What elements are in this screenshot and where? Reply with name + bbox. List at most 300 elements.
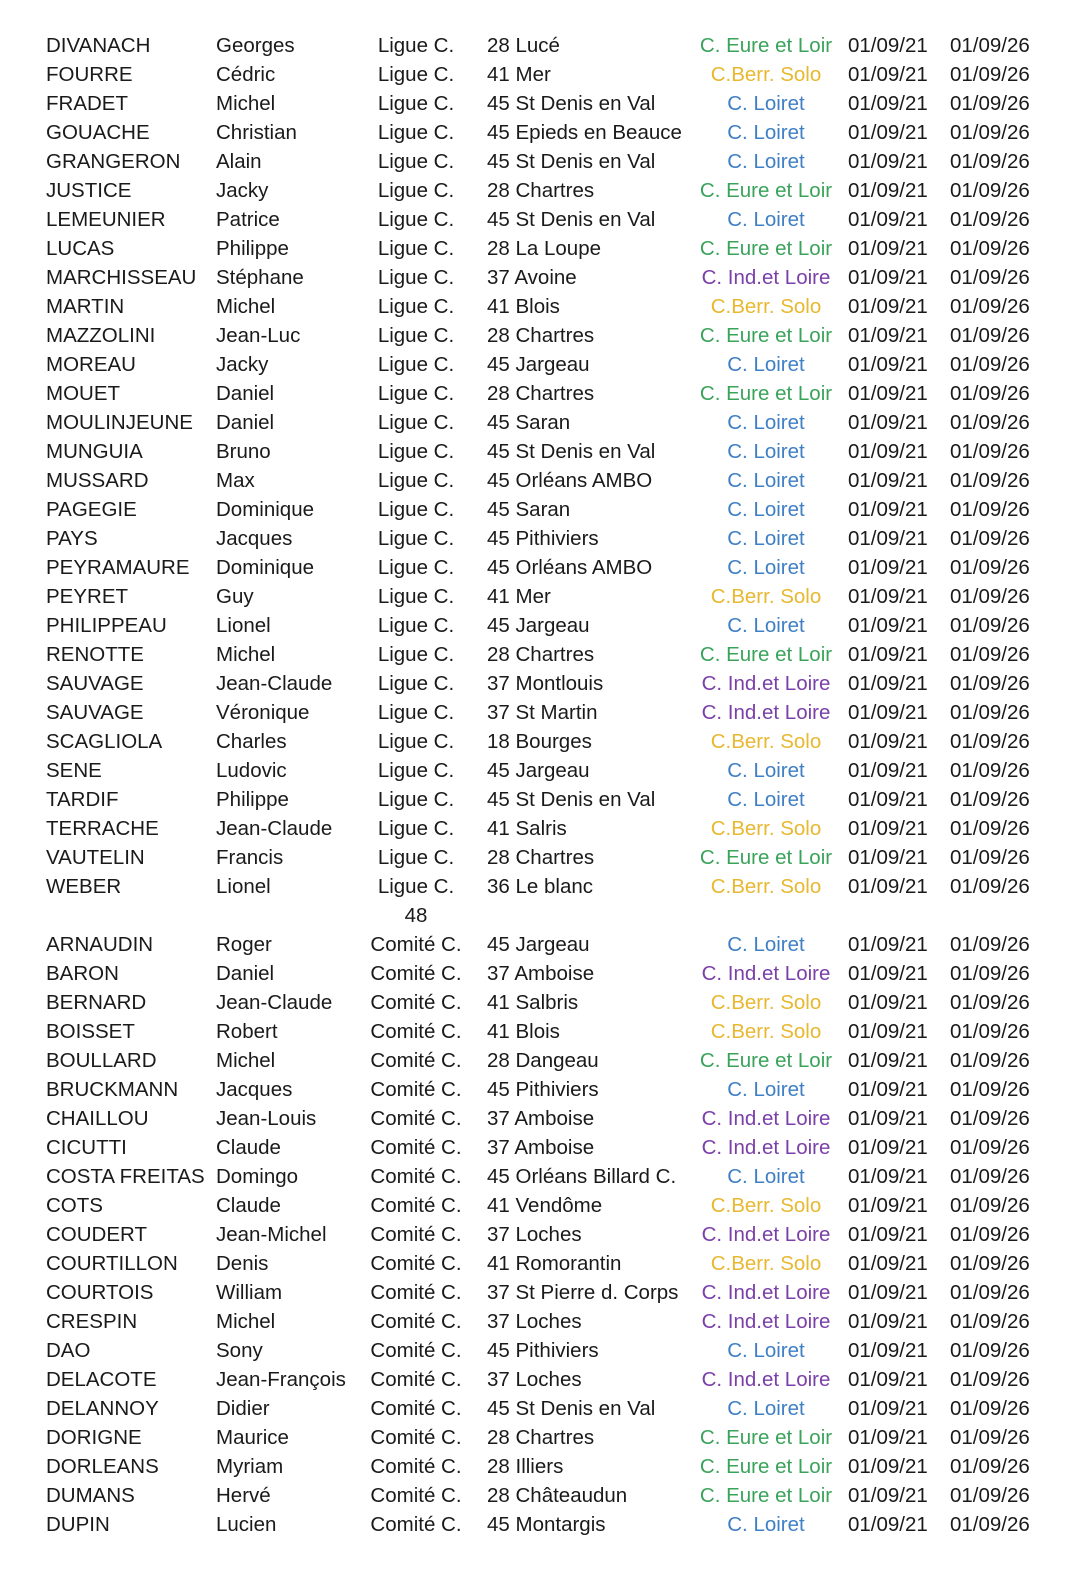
table-row [0,727,1087,756]
first-name-cell: Michel [216,643,276,666]
start-date-cell: 01/09/21 [848,121,928,144]
last-name-cell: PAGEGIE [46,498,137,521]
body-name-cell: Comité C. [370,1339,462,1362]
first-name-cell: Philippe [216,237,289,260]
club-cell: C. Loiret [727,556,805,579]
end-date-cell: 01/09/26 [950,933,1030,956]
last-name-cell: COUDERT [46,1223,147,1246]
first-name-cell: Robert [216,1020,278,1043]
last-name-cell: PAYS [46,527,98,550]
end-date-cell: 01/09/26 [950,1513,1030,1536]
club-cell: C. Loiret [727,527,805,550]
first-name-cell: Georges [216,34,295,57]
last-name-cell: TERRACHE [46,817,159,840]
table-row [0,1307,1087,1336]
start-date-cell: 01/09/21 [848,1136,928,1159]
end-date-cell: 01/09/26 [950,1426,1030,1449]
start-date-cell: 01/09/21 [848,701,928,724]
end-date-cell: 01/09/26 [950,846,1030,869]
city-cell: 28 Chartres [487,643,595,666]
body-name-cell: Ligue C. [377,846,455,869]
body-name-cell: Comité C. [370,1252,462,1275]
city-cell: 45 Jargeau [487,759,590,782]
end-date-cell: 01/09/26 [950,701,1030,724]
table-row [0,553,1087,582]
start-date-cell: 01/09/21 [848,1194,928,1217]
end-date-cell: 01/09/26 [950,672,1030,695]
table-row [0,1423,1087,1452]
start-date-cell: 01/09/21 [848,788,928,811]
end-date-cell: 01/09/26 [950,1049,1030,1072]
body-name-cell: Ligue C. [377,34,455,57]
body-name-cell: Comité C. [370,1281,462,1304]
start-date-cell: 01/09/21 [848,382,928,405]
table-row [0,1017,1087,1046]
last-name-cell: PEYRAMAURE [46,556,190,579]
body-name-cell: Ligue C. [377,701,455,724]
start-date-cell: 01/09/21 [848,150,928,173]
city-cell: 45 Jargeau [487,353,590,376]
last-name-cell: MUSSARD [46,469,149,492]
first-name-cell: Max [216,469,255,492]
start-date-cell: 01/09/21 [848,962,928,985]
last-name-cell: FOURRE [46,63,133,86]
body-name-cell: Ligue C. [377,266,455,289]
first-name-cell: Philippe [216,788,289,811]
city-cell: 45 Epieds en Beauce [487,121,682,144]
city-cell: 45 St Denis en Val [487,150,656,173]
city-cell: 45 Pithiviers [487,1339,599,1362]
start-date-cell: 01/09/21 [848,1455,928,1478]
end-date-cell: 01/09/26 [950,295,1030,318]
table-row [0,1249,1087,1278]
first-name-cell: Jean-Louis [216,1107,317,1130]
club-cell: C.Berr. Solo [710,817,822,840]
city-cell: 45 St Denis en Val [487,1397,656,1420]
club-cell: C. Ind.et Loire [701,266,831,289]
last-name-cell: SCAGLIOLA [46,730,163,753]
start-date-cell: 01/09/21 [848,1513,928,1536]
first-name-cell: Bruno [216,440,271,463]
start-date-cell: 01/09/21 [848,585,928,608]
body-name-cell: Comité C. [370,1020,462,1043]
last-name-cell: DORIGNE [46,1426,142,1449]
body-name-cell: Ligue C. [377,498,455,521]
table-row [0,1220,1087,1249]
end-date-cell: 01/09/26 [950,382,1030,405]
last-name-cell: DUMANS [46,1484,135,1507]
end-date-cell: 01/09/26 [950,1078,1030,1101]
city-cell: 28 La Loupe [487,237,602,260]
start-date-cell: 01/09/21 [848,92,928,115]
body-name-cell: Comité C. [370,1484,462,1507]
end-date-cell: 01/09/26 [950,1136,1030,1159]
body-name-cell: Ligue C. [377,440,455,463]
end-date-cell: 01/09/26 [950,991,1030,1014]
first-name-cell: Daniel [216,962,275,985]
city-cell: 28 Illiers [487,1455,564,1478]
end-date-cell: 01/09/26 [950,643,1030,666]
body-name-cell: Comité C. [370,991,462,1014]
first-name-cell: Jacques [216,1078,293,1101]
end-date-cell: 01/09/26 [950,469,1030,492]
body-name-cell: Comité C. [370,1310,462,1333]
club-cell: C. Ind.et Loire [701,1136,831,1159]
body-name-cell: Comité C. [370,1426,462,1449]
first-name-cell: Lucien [216,1513,277,1536]
body-name-cell: Ligue C. [377,411,455,434]
city-cell: 45 Pithiviers [487,1078,599,1101]
end-date-cell: 01/09/26 [950,759,1030,782]
body-name-cell: Comité C. [370,1136,462,1159]
first-name-cell: Charles [216,730,287,753]
city-cell: 37 Montlouis [487,672,604,695]
club-cell: C. Eure et Loir [699,1426,833,1449]
city-cell: 37 Amboise [487,962,595,985]
first-name-cell: Daniel [216,411,275,434]
end-date-cell: 01/09/26 [950,1194,1030,1217]
first-name-cell: Stéphane [216,266,304,289]
club-cell: C. Ind.et Loire [701,1107,831,1130]
end-date-cell: 01/09/26 [950,962,1030,985]
table-row [0,611,1087,640]
table-row [0,785,1087,814]
start-date-cell: 01/09/21 [848,817,928,840]
last-name-cell: DUPIN [46,1513,110,1536]
city-cell: 45 St Denis en Val [487,208,656,231]
last-name-cell: PEYRET [46,585,129,608]
start-date-cell: 01/09/21 [848,1107,928,1130]
start-date-cell: 01/09/21 [848,1426,928,1449]
last-name-cell: MARCHISSEAU [46,266,197,289]
table-row [0,698,1087,727]
end-date-cell: 01/09/26 [950,585,1030,608]
first-name-cell: Michel [216,295,276,318]
start-date-cell: 01/09/21 [848,1049,928,1072]
club-cell: C. Eure et Loir [699,1455,833,1478]
city-cell: 37 St Pierre d. Corps [487,1281,679,1304]
city-cell: 28 Lucé [487,34,560,57]
start-date-cell: 01/09/21 [848,237,928,260]
last-name-cell: COURTOIS [46,1281,154,1304]
city-cell: 28 Dangeau [487,1049,599,1072]
last-name-cell: GOUACHE [46,121,150,144]
body-name-cell: Ligue C. [377,527,455,550]
city-cell: 28 Châteaudun [487,1484,628,1507]
club-cell: C. Eure et Loir [699,34,833,57]
first-name-cell: Jean-Michel [216,1223,327,1246]
city-cell: 41 Salris [487,817,567,840]
last-name-cell: BARON [46,962,119,985]
city-cell: 28 Chartres [487,382,595,405]
start-date-cell: 01/09/21 [848,1310,928,1333]
end-date-cell: 01/09/26 [950,353,1030,376]
table-row [0,1191,1087,1220]
club-cell: C. Loiret [727,759,805,782]
city-cell: 41 Salbris [487,991,579,1014]
body-name-cell: Comité C. [370,1455,462,1478]
table-row [0,1365,1087,1394]
body-name-cell: Ligue C. [377,382,455,405]
club-cell: C. Loiret [727,498,805,521]
body-name-cell: Ligue C. [377,353,455,376]
end-date-cell: 01/09/26 [950,440,1030,463]
body-name-cell: Ligue C. [377,817,455,840]
first-name-cell: Lionel [216,614,271,637]
club-cell: C.Berr. Solo [710,875,822,898]
last-name-cell: MAZZOLINI [46,324,156,347]
table-row [0,1046,1087,1075]
start-date-cell: 01/09/21 [848,1252,928,1275]
table-row [0,118,1087,147]
body-name-cell: Comité C. [370,1513,462,1536]
body-name-cell: Comité C. [370,1107,462,1130]
table-row [0,843,1087,872]
table-row [0,872,1087,901]
end-date-cell: 01/09/26 [950,208,1030,231]
club-cell: C. Ind.et Loire [701,1310,831,1333]
first-name-cell: Domingo [216,1165,299,1188]
city-cell: 45 Saran [487,411,571,434]
city-cell: 45 Saran [487,498,571,521]
city-cell: 37 Amboise [487,1107,595,1130]
table-row [0,321,1087,350]
table-row [0,466,1087,495]
body-name-cell: Ligue C. [377,672,455,695]
club-cell: C. Ind.et Loire [701,672,831,695]
first-name-cell: Cédric [216,63,276,86]
club-cell: C. Loiret [727,933,805,956]
city-cell: 37 Amboise [487,1136,595,1159]
first-name-cell: Claude [216,1194,281,1217]
first-name-cell: Denis [216,1252,269,1275]
body-name-cell: Comité C. [370,1223,462,1246]
last-name-cell: FRADET [46,92,128,115]
last-name-cell: LEMEUNIER [46,208,166,231]
city-cell: 37 St Martin [487,701,598,724]
last-name-cell: VAUTELIN [46,846,145,869]
first-name-cell: Michel [216,92,276,115]
club-cell: C. Loiret [727,150,805,173]
end-date-cell: 01/09/26 [950,730,1030,753]
end-date-cell: 01/09/26 [950,1107,1030,1130]
start-date-cell: 01/09/21 [848,1281,928,1304]
body-name-cell: Comité C. [370,1397,462,1420]
table-row [0,263,1087,292]
end-date-cell: 01/09/26 [950,34,1030,57]
first-name-cell: Jean-Claude [216,672,333,695]
last-name-cell: MOULINJEUNE [46,411,193,434]
table-row [0,1510,1087,1539]
table-row [0,379,1087,408]
first-name-cell: Michel [216,1310,276,1333]
first-name-cell: Alain [216,150,262,173]
last-name-cell: DELACOTE [46,1368,157,1391]
club-cell: C. Eure et Loir [699,179,833,202]
end-date-cell: 01/09/26 [950,1484,1030,1507]
city-cell: 45 Pithiviers [487,527,599,550]
club-cell: C. Loiret [727,1339,805,1362]
end-date-cell: 01/09/26 [950,1455,1030,1478]
last-name-cell: BOULLARD [46,1049,157,1072]
end-date-cell: 01/09/26 [950,875,1030,898]
table-row [0,1104,1087,1133]
first-name-cell: Jacky [216,179,269,202]
end-date-cell: 01/09/26 [950,1252,1030,1275]
club-cell: C.Berr. Solo [710,730,822,753]
end-date-cell: 01/09/26 [950,150,1030,173]
first-name-cell: Myriam [216,1455,284,1478]
first-name-cell: Jean-François [216,1368,346,1391]
body-name-cell: Comité C. [370,1165,462,1188]
last-name-cell: SAUVAGE [46,701,144,724]
body-name-cell: Ligue C. [377,614,455,637]
table-row [0,756,1087,785]
last-name-cell: CICUTTI [46,1136,127,1159]
body-name-cell: Ligue C. [377,585,455,608]
start-date-cell: 01/09/21 [848,672,928,695]
table-row [0,1162,1087,1191]
last-name-cell: BOISSET [46,1020,135,1043]
club-cell: C. Loiret [727,1397,805,1420]
table-row [0,1452,1087,1481]
body-name-cell: Ligue C. [377,208,455,231]
first-name-cell: Dominique [216,556,314,579]
club-cell: C. Eure et Loir [699,382,833,405]
first-name-cell: Francis [216,846,284,869]
first-name-cell: Jean-Claude [216,991,333,1014]
club-cell: C. Eure et Loir [699,1484,833,1507]
first-name-cell: Daniel [216,382,275,405]
city-cell: 45 Montargis [487,1513,606,1536]
table-row [0,524,1087,553]
club-cell: C. Ind.et Loire [701,962,831,985]
table-row [0,1278,1087,1307]
table-row [0,408,1087,437]
first-name-cell: William [216,1281,283,1304]
club-cell: C.Berr. Solo [710,585,822,608]
start-date-cell: 01/09/21 [848,759,928,782]
last-name-cell: MUNGUIA [46,440,143,463]
city-cell: 36 Le blanc [487,875,594,898]
table-row [0,176,1087,205]
body-name-cell: Comité C. [370,933,462,956]
table-row [0,669,1087,698]
club-cell: C. Loiret [727,92,805,115]
start-date-cell: 01/09/21 [848,991,928,1014]
last-name-cell: BERNARD [46,991,147,1014]
table-row [0,988,1087,1017]
club-cell: C. Loiret [727,353,805,376]
last-name-cell: LUCAS [46,237,115,260]
table-row [0,89,1087,118]
start-date-cell: 01/09/21 [848,1368,928,1391]
body-name-cell: Ligue C. [377,295,455,318]
first-name-cell: Didier [216,1397,270,1420]
first-name-cell: Jacques [216,527,293,550]
last-name-cell: DIVANACH [46,34,151,57]
last-name-cell: JUSTICE [46,179,132,202]
city-cell: 37 Loches [487,1223,582,1246]
club-cell: C. Ind.et Loire [701,1368,831,1391]
table-row [0,1394,1087,1423]
last-name-cell: BRUCKMANN [46,1078,179,1101]
end-date-cell: 01/09/26 [950,1281,1030,1304]
body-name-cell: Ligue C. [377,643,455,666]
table-row [0,350,1087,379]
club-cell: C. Loiret [727,121,805,144]
last-name-cell: MARTIN [46,295,125,318]
body-name-cell: Ligue C. [377,324,455,347]
end-date-cell: 01/09/26 [950,92,1030,115]
club-cell: C. Loiret [727,1078,805,1101]
start-date-cell: 01/09/21 [848,266,928,289]
end-date-cell: 01/09/26 [950,179,1030,202]
table-row [0,1336,1087,1365]
end-date-cell: 01/09/26 [950,63,1030,86]
start-date-cell: 01/09/21 [848,846,928,869]
city-cell: 41 Vendôme [487,1194,603,1217]
start-date-cell: 01/09/21 [848,324,928,347]
table-row [0,959,1087,988]
end-date-cell: 01/09/26 [950,1339,1030,1362]
city-cell: 28 Chartres [487,179,595,202]
club-cell: C. Ind.et Loire [701,1223,831,1246]
section-count: 48 [404,904,428,927]
start-date-cell: 01/09/21 [848,1223,928,1246]
table-row [0,1075,1087,1104]
table-row [0,582,1087,611]
club-cell: C. Eure et Loir [699,643,833,666]
start-date-cell: 01/09/21 [848,1397,928,1420]
last-name-cell: GRANGERON [46,150,181,173]
club-cell: C. Eure et Loir [699,846,833,869]
body-name-cell: Comité C. [370,962,462,985]
club-cell: C.Berr. Solo [710,991,822,1014]
city-cell: 37 Avoine [487,266,577,289]
body-name-cell: Comité C. [370,1049,462,1072]
city-cell: 28 Chartres [487,846,595,869]
last-name-cell: MOUET [46,382,121,405]
end-date-cell: 01/09/26 [950,324,1030,347]
body-name-cell: Ligue C. [377,759,455,782]
start-date-cell: 01/09/21 [848,295,928,318]
body-name-cell: Ligue C. [377,556,455,579]
last-name-cell: DAO [46,1339,91,1362]
start-date-cell: 01/09/21 [848,34,928,57]
end-date-cell: 01/09/26 [950,1368,1030,1391]
start-date-cell: 01/09/21 [848,440,928,463]
body-name-cell: Comité C. [370,1368,462,1391]
start-date-cell: 01/09/21 [848,556,928,579]
club-cell: C. Loiret [727,208,805,231]
city-cell: 45 St Denis en Val [487,440,656,463]
body-name-cell: Ligue C. [377,875,455,898]
city-cell: 41 Blois [487,1020,560,1043]
last-name-cell: COTS [46,1194,103,1217]
start-date-cell: 01/09/21 [848,1165,928,1188]
body-name-cell: Ligue C. [377,469,455,492]
table-row [0,234,1087,263]
start-date-cell: 01/09/21 [848,469,928,492]
last-name-cell: WEBER [46,875,122,898]
start-date-cell: 01/09/21 [848,208,928,231]
club-cell: C. Ind.et Loire [701,701,831,724]
table-row [0,930,1087,959]
city-cell: 45 Jargeau [487,614,590,637]
first-name-cell: Sony [216,1339,263,1362]
start-date-cell: 01/09/21 [848,933,928,956]
